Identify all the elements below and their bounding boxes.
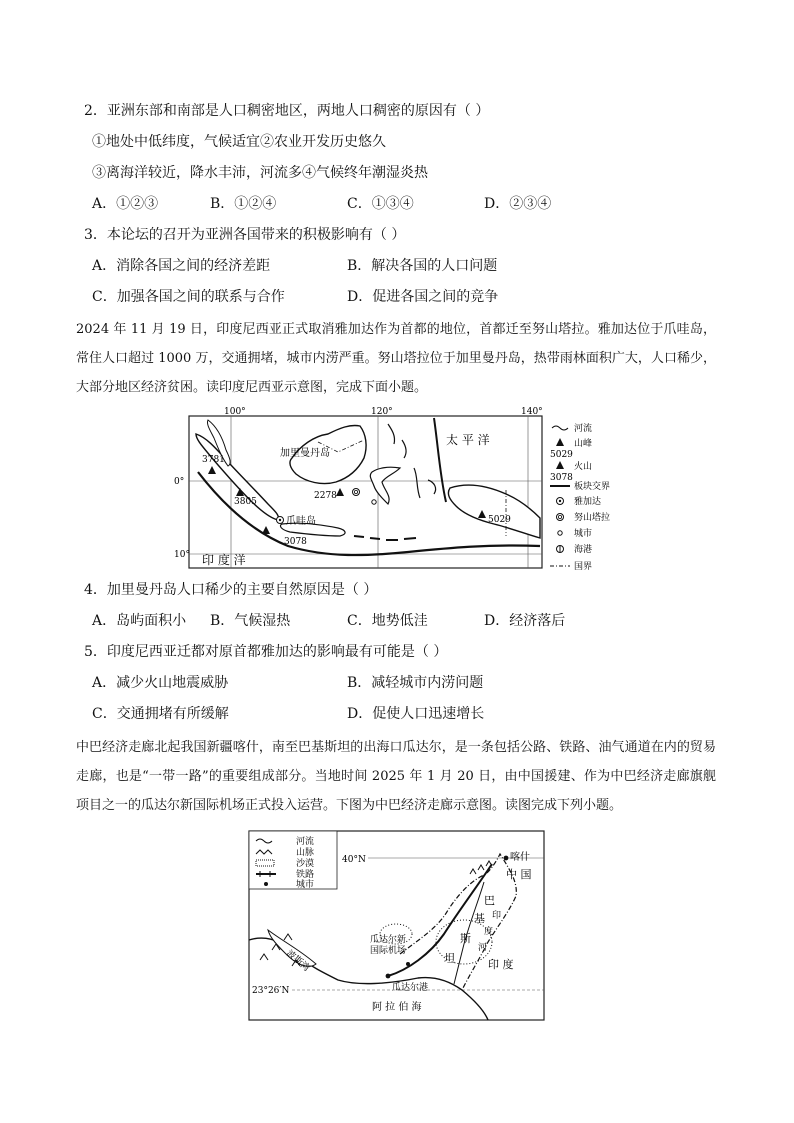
q5-option-a[interactable]: A．减少火山地震威胁 xyxy=(92,675,229,691)
svg-text:河流: 河流 xyxy=(296,837,315,847)
q2-option-c[interactable]: C．①③④ xyxy=(347,196,414,212)
svg-text:国界: 国界 xyxy=(574,562,593,572)
city-icon xyxy=(372,500,376,504)
svg-text:城市: 城市 xyxy=(574,529,593,539)
persian-gulf-label: 波斯湾 xyxy=(284,948,312,974)
q5-option-d[interactable]: D．促使人口迅速增长 xyxy=(347,706,485,722)
q2-option-d[interactable]: D．②③④ xyxy=(484,196,552,212)
svg-text:3078: 3078 xyxy=(550,473,573,483)
indonesia-legend xyxy=(550,422,610,572)
q5-stem: 5．印度尼西亚迁都对原首都雅加达的影响最有可能是（ ） xyxy=(84,644,448,660)
kashgar-city-icon xyxy=(504,856,509,861)
svg-text:山脉: 山脉 xyxy=(296,848,315,858)
elev-5029: 5029 xyxy=(488,515,511,525)
svg-text:5029: 5029 xyxy=(550,450,573,460)
lat-40n: 40°N xyxy=(342,855,366,865)
indus-char-1: 印 xyxy=(492,911,502,921)
airport-label-2: 国际机场 xyxy=(370,946,407,956)
elev-3805: 3805 xyxy=(234,497,257,507)
borneo-label: 加里曼丹岛 xyxy=(280,448,330,459)
lat-10: 10° xyxy=(174,550,190,560)
pakistan-char-1: 巴 xyxy=(484,894,495,907)
cpec-map xyxy=(248,830,545,1022)
q3-stem: 3．本论坛的召开为亚洲各国带来的积极影响有（ ） xyxy=(84,227,406,243)
q4-option-a[interactable]: A．岛屿面积小 xyxy=(92,613,187,629)
gwadar-label: 瓜达尔港 xyxy=(392,983,429,993)
q3-option-d[interactable]: D．促进各国之间的竞争 xyxy=(347,289,499,305)
svg-text:火山: 火山 xyxy=(574,462,593,472)
pakistan-char-4: 坦 xyxy=(444,952,455,965)
lon-100: 100° xyxy=(224,407,246,417)
pakistan-char-2: 基 xyxy=(474,912,485,925)
svg-text:城市: 城市 xyxy=(296,880,315,890)
lat-0: 0° xyxy=(174,477,185,487)
kashgar-label: 喀什 xyxy=(510,852,530,863)
indonesia-map xyxy=(174,406,611,574)
svg-text:海港: 海港 xyxy=(574,545,593,555)
arabian-sea-label: 阿 拉 伯 海 xyxy=(372,1002,422,1013)
elev-3078: 3078 xyxy=(284,537,307,547)
passage-indonesia: 2024 年 11 月 19 日，印度尼西亚正式取消雅加达作为首都的地位，首都迁至努山塔拉。雅加达位于爪哇岛，常住人口超过 1000 万，交通拥堵，城市内涝严重。努山塔拉位于加里曼丹岛，热带雨林面积广大，人口稀少，大部分地区经济贫困。读印度尼西亚示意图，完成下面小题。 xyxy=(76,322,716,395)
q3-option-b[interactable]: B．解决各国的人口问题 xyxy=(347,258,498,274)
svg-text:沙漠: 沙漠 xyxy=(296,859,315,869)
indian-label: 印 度 洋 xyxy=(202,553,246,567)
q4-stem: 4．加里曼丹岛人口稀少的主要自然原因是（ ） xyxy=(84,582,378,598)
airport-label-1: 瓜达尔新 xyxy=(370,935,407,945)
q2-option-a[interactable]: A．①②③ xyxy=(92,196,159,212)
passage-cpec: 中巴经济走廊北起我国新疆喀什，南至巴基斯坦的出海口瓜达尔，是一条包括公路、铁路、油气通道在内的贸易走廊，也是“一带一路”的重要组成部分。当地时间 2025 年 1 月 20 日，由中国援建、作为中巴经济走廊旗舰项目之一的瓜达尔新国际机场正式投入运营。下图为中巴经济走廊示意图。读图完成下列小题。 xyxy=(76,740,716,813)
q4-option-c[interactable]: C．地势低洼 xyxy=(347,613,428,629)
q2-stem: 2．亚洲东部和南部是人口稠密地区，两地人口稠密的原因有（ ） xyxy=(84,103,490,119)
elev-3781: 3781 xyxy=(202,455,225,465)
q4-option-b[interactable]: B．气候湿热 xyxy=(210,613,291,629)
q5-option-c[interactable]: C．交通拥堵有所缓解 xyxy=(92,706,229,722)
java-label: 爪哇岛 xyxy=(286,516,316,527)
svg-text:山峰: 山峰 xyxy=(574,439,593,449)
china-label: 中 国 xyxy=(506,868,532,881)
q3-option-c[interactable]: C．加强各国之间的联系与合作 xyxy=(92,289,285,305)
q5-option-b[interactable]: B．减轻城市内涝问题 xyxy=(347,675,484,691)
pakistan-char-3: 斯 xyxy=(460,932,471,945)
q4-option-d[interactable]: D．经济落后 xyxy=(484,613,566,629)
lat-23n: 23°26′N xyxy=(252,986,290,996)
elev-2278: 2278 xyxy=(314,491,337,501)
q2-statement-2: ③离海洋较近，降水丰沛，河流多④气候终年潮湿炎热 xyxy=(92,165,428,181)
indus-char-3: 河 xyxy=(478,943,488,953)
india-label: 印 度 xyxy=(488,958,514,971)
lon-140: 140° xyxy=(521,407,543,417)
svg-text:铁路: 铁路 xyxy=(296,870,315,880)
pacific-label: 太 平 洋 xyxy=(446,433,490,447)
gwadar-city-icon xyxy=(386,974,391,979)
q2-statement-1: ①地处中低纬度，气候适宜②农业开发历史悠久 xyxy=(92,134,386,150)
indus-char-2: 度 xyxy=(484,927,494,937)
svg-text:河流: 河流 xyxy=(574,424,593,434)
q3-option-a[interactable]: A．消除各国之间的经济差距 xyxy=(92,258,271,274)
svg-text:努山塔拉: 努山塔拉 xyxy=(574,513,611,523)
lon-120: 120° xyxy=(371,407,393,417)
svg-text:雅加达: 雅加达 xyxy=(574,497,602,507)
svg-text:板块交界: 板块交界 xyxy=(574,482,611,492)
q2-option-b[interactable]: B．①②④ xyxy=(210,196,277,212)
